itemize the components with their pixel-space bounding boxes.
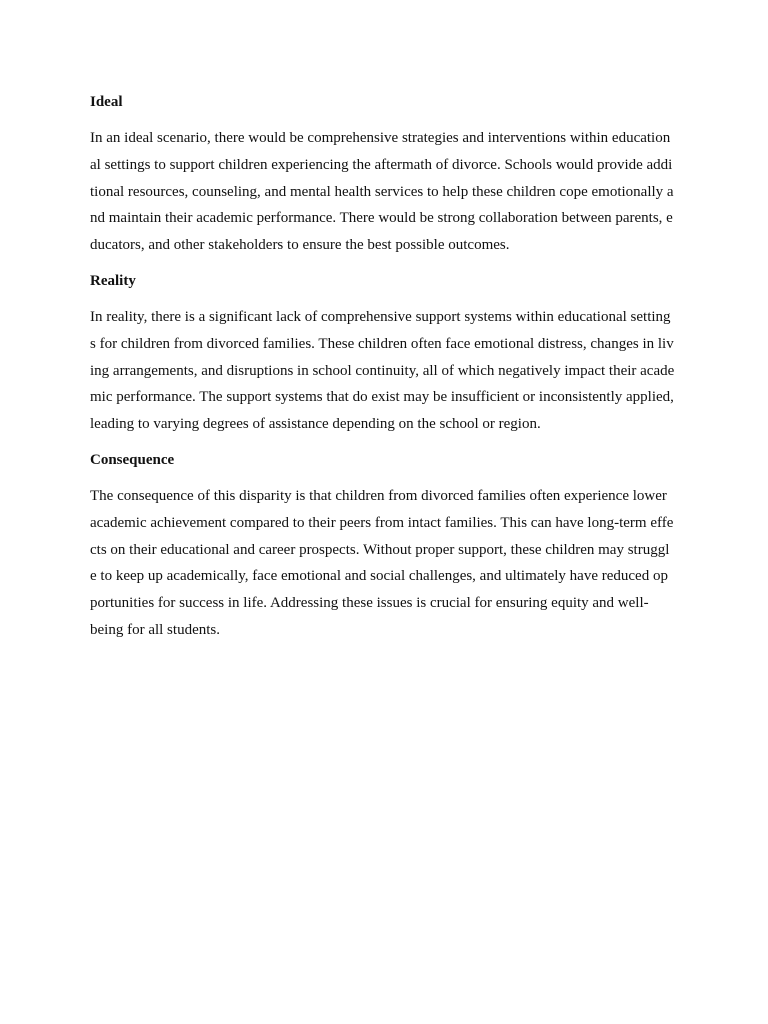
paragraph-line: academic achievement compared to their peers from intact families. This can have long-term effe bbox=[90, 514, 674, 531]
section-heading: Reality bbox=[90, 272, 136, 289]
paragraph-line: cts on their educational and career prospects. Without proper support, these children may struggl bbox=[90, 541, 670, 558]
section-reality bbox=[90, 269, 680, 438]
section-paragraph bbox=[90, 304, 680, 438]
paragraph-line: In reality, there is a significant lack of comprehensive support systems within educational setting bbox=[90, 308, 671, 325]
paragraph-line: The consequence of this disparity is that children from divorced families often experience lower bbox=[90, 487, 667, 504]
paragraph-line: portunities for success in life. Addressing these issues is crucial for ensuring equity and well- bbox=[90, 595, 649, 612]
paragraph-line: nd maintain their academic performance. There would be strong collaboration between parents, e bbox=[90, 210, 673, 227]
paragraph-line: In an ideal scenario, there would be comprehensive strategies and interventions within education bbox=[90, 130, 671, 146]
paragraph-line: al settings to support children experiencing the aftermath of divorce. Schools would provide addi bbox=[90, 156, 673, 173]
paragraph-line: leading to varying degrees of assistance depending on the school or region. bbox=[90, 416, 541, 433]
document-body bbox=[90, 90, 680, 654]
paragraph-line: mic performance. The support systems that do exist may be insufficient or inconsistently applied, bbox=[90, 389, 674, 406]
section-paragraph bbox=[90, 483, 680, 644]
paragraph-line: e to keep up academically, face emotional and social challenges, and ultimately have reduced op bbox=[90, 568, 668, 585]
section-paragraph bbox=[90, 125, 680, 259]
section-consequence bbox=[90, 448, 680, 644]
section-ideal bbox=[90, 90, 680, 259]
paragraph-line: tional resources, counseling, and mental health services to help these children cope emotionally a bbox=[90, 183, 674, 200]
paragraph-line: s for children from divorced families. These children often face emotional distress, changes in liv bbox=[90, 335, 674, 352]
paragraph-line: ducators, and other stakeholders to ensure the best possible outcomes. bbox=[90, 237, 510, 254]
section-heading: Ideal bbox=[90, 94, 123, 110]
paragraph-line: ing arrangements, and disruptions in school continuity, all of which negatively impact their acade bbox=[90, 362, 675, 379]
paragraph-line: being for all students. bbox=[90, 621, 220, 638]
section-heading: Consequence bbox=[90, 451, 175, 468]
